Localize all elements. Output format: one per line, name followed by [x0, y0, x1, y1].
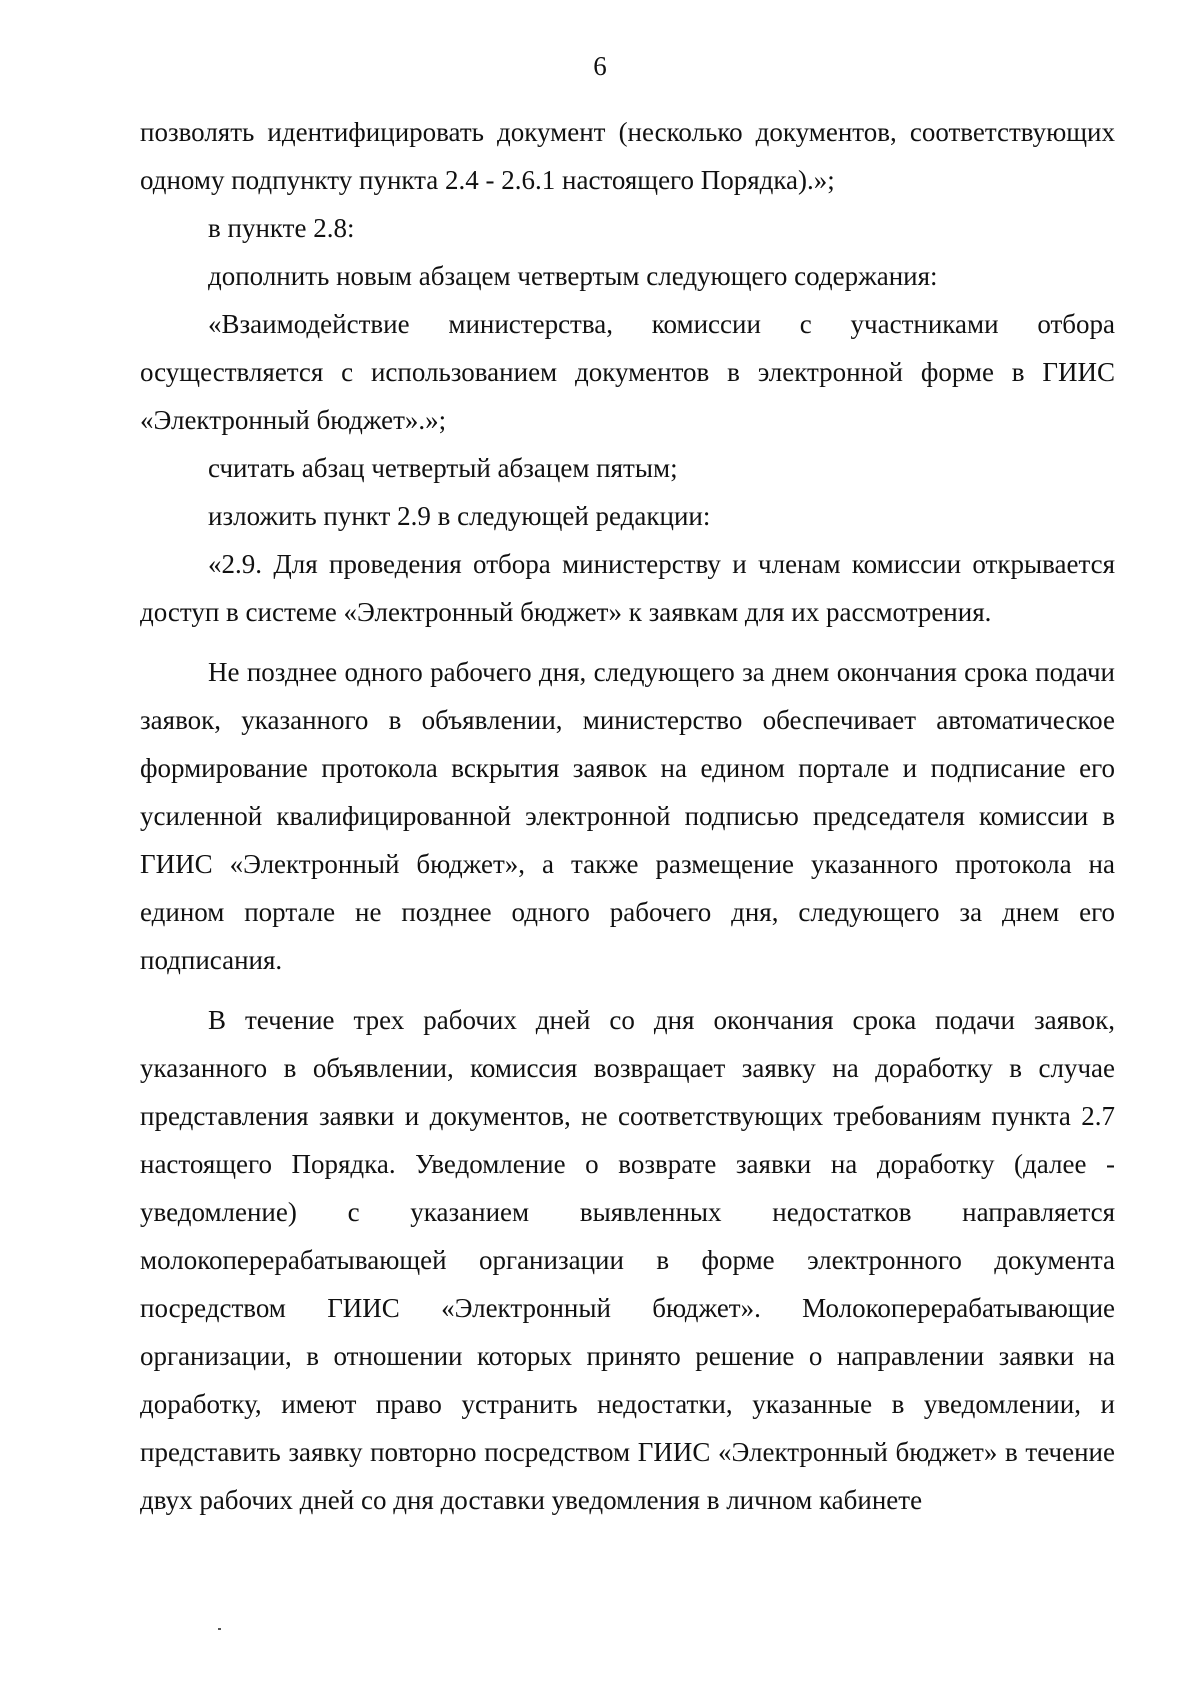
paragraph-point-2-9-access: «2.9. Для проведения отбора министерству и членам комиссии открывается доступ в системе «Электронный бюджет» к заявкам для их рассмотрения.	[140, 549, 1115, 627]
paragraph-renumber-abzats: считать абзац четвертый абзацем пятым;	[208, 453, 678, 483]
paragraph-add-new-abzats: дополнить новым абзацем четвертым следующего содержания:	[208, 261, 938, 291]
document-body	[140, 108, 1115, 1524]
paragraph-interaction-text: «Взаимодействие министерства, комиссии с участниками отбора осуществляется с использованием документов в электронной форме в ГИИС «Электронный бюджет».»;	[140, 309, 1115, 435]
paragraph-protocol-opening: Не позднее одного рабочего дня, следующего за днем окончания срока подачи заявок, указанного в объявлении, министерство обеспечивает автоматическое формирование протокола вскрытия заявок на едином портале и подписание его усиленной квалифицированной электронной подписью председателя комиссии в ГИИС «Электронный бюджет», а также размещение указанного протокола на едином портале не позднее одного рабочего дня, следующего за днем его подписания.	[140, 657, 1115, 975]
paragraph-return-for-revision: В течение трех рабочих дней со дня окончания срока подачи заявок, указанного в объявлении, комиссия возвращает заявку на доработку в случае представления заявки и документов, не соответствующих требованиям пункта 2.7 настоящего Порядка. Уведомление о возврате заявки на доработку (далее - уведомление) с указанием выявленных недостатков направляется молокоперерабатывающей организации в форме электронного документа посредством ГИИС «Электронный бюджет». Молокоперерабатывающие организации, в отношении которых принято решение о направлении заявки на доработку, имеют право устранить недостатки, указанные в уведомлении, и представить заявку повторно посредством ГИИС «Электронный бюджет» в течение двух рабочих дней со дня доставки уведомления в личном кабинете	[140, 1005, 1115, 1515]
paragraph-amendment-point-2-8: в пункте 2.8:	[208, 213, 355, 243]
page-number: 6	[593, 51, 607, 81]
paragraph-continuation: позволять идентифицировать документ (несколько документов, соответствующих одному подпункту пункта 2.4 - 2.6.1 настоящего Порядка).»;	[140, 117, 1115, 195]
paragraph-restate-point-2-9: изложить пункт 2.9 в следующей редакции:	[208, 501, 711, 531]
scan-speck	[218, 1628, 221, 1630]
